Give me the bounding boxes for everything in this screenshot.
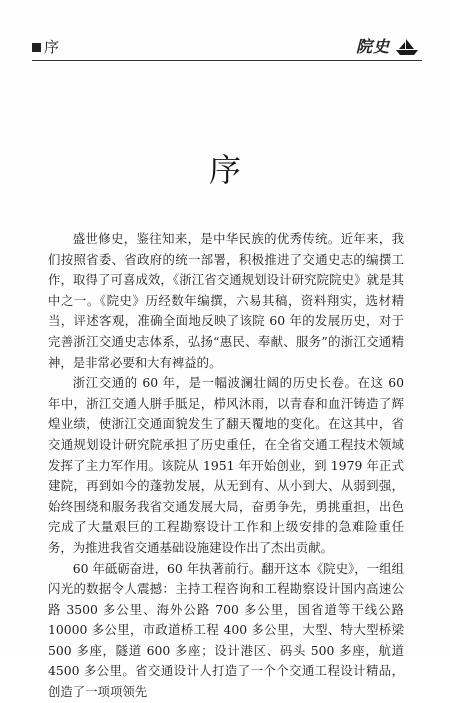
running-header [32,36,422,58]
paragraph-3: 60 年砥砺奋进，60 年执著前行。翻开这本《院史》，一组组闪光的数据令人震撼：主持工程咨询和工程勘察设计国内高速公路 3500 多公里、海外公路 700 多公里，国省道等干线公路 10000 多公里，市政道桥工程 400 多公里，大型、特大型桥梁 500 多座，隧道 600 多座；设计港区、码头 500 多座，航道 4500 多公里。省交通设计人打造了一个个交通工程设计精品，创造了一项项领先 [48,560,404,700]
paragraph-1: 盛世修史，鉴往知来，是中华民族的优秀传统。近年来，我们按照省委、省政府的统一部署，积极推进了交通史志的编撰工作，取得了可喜成效，《浙江省交通规划设计研究院院史》就是其中之一。《院史》历经数年编撰，六易其稿，资料翔实，选材精当，评述客观，准确全面地反映了该院 60 年的发展历史，对于完善浙江交通史志体系，弘扬“惠民、奉献、服务”的浙江交通精神，是非常必要和大有裨益的。 [48,231,404,370]
header-rule [32,60,422,61]
body-text [48,229,404,703]
header-brand-text: 院史 [355,37,390,56]
section-marker-square [32,43,41,52]
header-section-title: 序 [44,38,60,56]
paragraph-2: 浙江交通的 60 年，是一幅波澜壮阔的历史长卷。在这 60 年中，浙江交通人胼手胝足，栉风沐雨，以青春和血汗铸造了辉煌业绩，使浙江交通面貌发生了翻天覆地的变化。在这其中，省交通规划设计研究院承担了历史重任，在全省交通工程技术领域发挥了主力军作用。该院从 1951 年开始创业，到 1979 年正式建院，再到如今的蓬勃发展，从无到有、从小到大、从弱到强，始终围绕和服务我省交通发展大局，奋勇争先，勇挑重担，出色完成了大量艰巨的工程勘察设计工作和上级安排的急难险重任务，为推进我省交通基础设施建设作出了杰出贡献。 [48,375,404,555]
chapter-title: 序 [208,151,241,189]
boat-logo-icon [394,37,420,57]
